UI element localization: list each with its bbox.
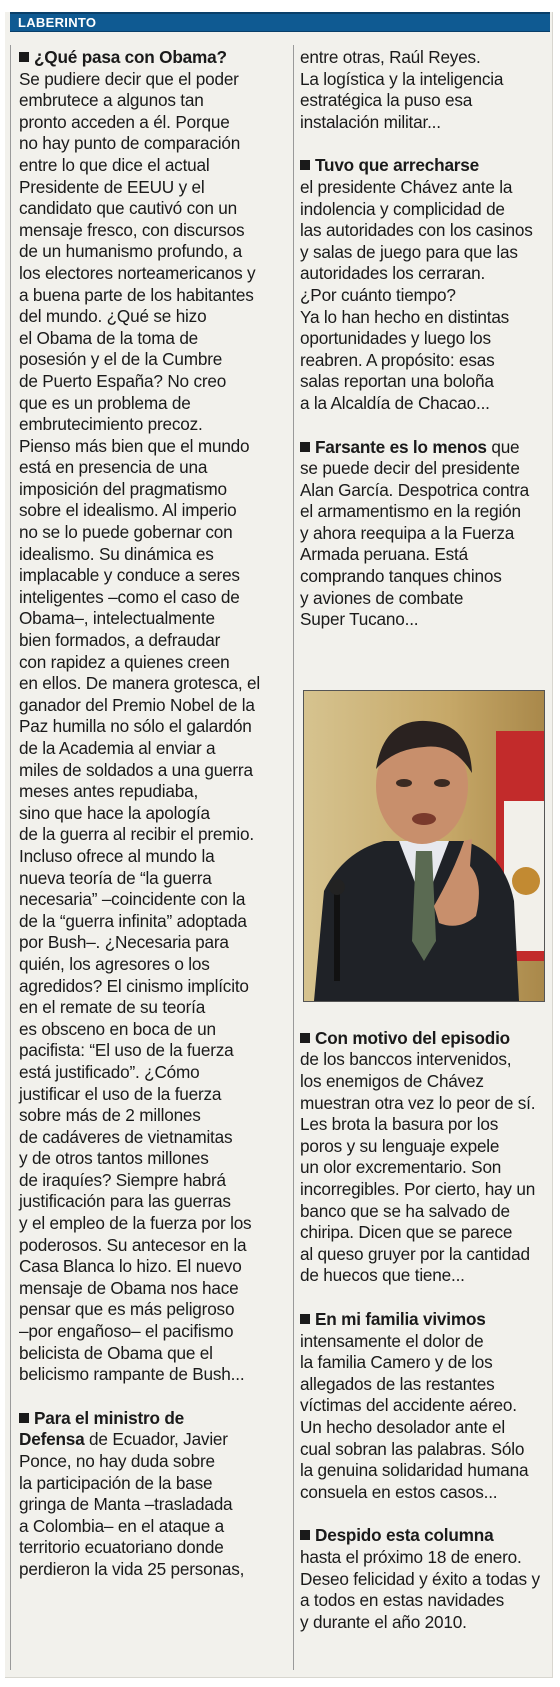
text-line: allegados de las restantes (300, 1373, 495, 1394)
text-line: entre lo que dice el actual (19, 154, 210, 175)
column-divider (293, 45, 294, 1670)
text-line: implacable y conduce a seres (19, 565, 240, 586)
text-line: pensar que es más peligroso (19, 1299, 235, 1320)
text-line: y el empleo de la fuerza por los (19, 1213, 252, 1234)
section-label: LABERINTO (18, 15, 97, 30)
text-line: con rapidez a quienes creen (19, 651, 230, 672)
text-line: Se pudiere decir que el poder (19, 68, 239, 89)
text-line: estratégica la puso esa (300, 90, 473, 111)
text-line: de iraquíes? Siempre habrá (19, 1169, 226, 1190)
text-line: al queso gruyer por la cantidad (300, 1243, 530, 1264)
text-line: incorregibles. Por cierto, hay un (300, 1179, 536, 1199)
text-line: está en presencia de una (19, 457, 208, 478)
text-line: entre otras, Raúl Reyes. (300, 47, 481, 67)
item-body (300, 177, 550, 415)
item-arrecharse (300, 155, 550, 414)
text-line: territorio ecuatoriano donde (19, 1537, 224, 1558)
item-lead: Farsante es lo menos (300, 437, 487, 457)
text-line: en el remate de su teoría (19, 997, 206, 1018)
text-line: de Puerto España? No creo (19, 370, 227, 391)
text-line: el armamentismo en la región (300, 501, 521, 522)
left-margin-rule (10, 45, 11, 1670)
text-line: el Obama de la toma de (19, 327, 199, 348)
text-line: las autoridades con los casinos (300, 220, 533, 241)
text-line: y de otros tantos millones (19, 1148, 209, 1169)
item-obama (19, 47, 287, 1386)
item-body (300, 1547, 550, 1633)
text-line: quién, los agresores o los (19, 953, 210, 974)
text-line: Ponce, no hay duda sobre (19, 1451, 215, 1471)
text-line: está justificado”. ¿Cómo (19, 1061, 200, 1082)
item-familia (300, 1309, 550, 1503)
text-line: Deseo felicidad y éxito a todas y (300, 1568, 540, 1589)
item-episodio (300, 1028, 550, 1287)
text-line: no hay punto de comparación (19, 133, 241, 154)
text-line: comprando tanques chinos (300, 566, 502, 587)
text-line: Pienso más bien que el mundo (19, 435, 250, 456)
item-despido (300, 1525, 550, 1633)
text-line: sobre el idealismo. Al imperio (19, 500, 237, 521)
text-line: Un hecho desolador ante el (300, 1416, 506, 1437)
item-lead-continuation: Defensa (19, 1429, 85, 1450)
text-line: y durante el año 2010. (300, 1611, 467, 1632)
text-line: por Bush–. ¿Necesaria para (19, 932, 229, 953)
text-line: inteligentes –como el caso de (19, 586, 240, 607)
text-line: Casa Blanca lo hizo. El nuevo (19, 1256, 242, 1277)
item-lead: Para el ministro de (19, 1408, 184, 1428)
item-lead-tail: que (486, 436, 520, 457)
section-header-bar (10, 12, 550, 32)
text-line: gringa de Manta –trasladada (19, 1494, 233, 1515)
item-lead: En mi familia vivimos (300, 1309, 486, 1329)
text-line: Incluso ofrece al mundo la (19, 845, 215, 866)
text-line: poderosos. Su antecesor en la (19, 1234, 247, 1255)
left-column (19, 47, 287, 1581)
text-line: de la Academia al enviar a (19, 738, 216, 758)
text-line: embrutecimiento precoz. (19, 414, 203, 435)
text-line: poros y su lenguaje expele (300, 1135, 500, 1156)
item-body (300, 47, 550, 133)
text-line: los enemigos de Chávez (300, 1071, 484, 1092)
text-line: no se lo puede gobernar con (19, 522, 233, 543)
text-line: autoridades los cerraran. (300, 263, 486, 284)
item-first-line: de Ecuador, Javier (84, 1429, 228, 1450)
text-line: cual sobran las palabras. Sólo (300, 1438, 525, 1459)
text-line: del mundo. ¿Qué se hizo (19, 306, 207, 327)
text-line: nueva teoría de “la guerra (19, 867, 212, 888)
text-line: los electores norteamericanos y (19, 262, 256, 283)
text-line: Armada peruana. Está (300, 544, 468, 565)
item-lead: ¿Qué pasa con Obama? (19, 47, 227, 67)
text-line: de huecos que tiene... (300, 1265, 465, 1286)
text-line: Presidente de EEUU y el (19, 176, 205, 197)
text-line: la genuina solidaridad humana (300, 1460, 529, 1481)
text-line: candidato que cautivó con un (19, 198, 238, 219)
text-line: salas reportan una boloña (300, 371, 494, 392)
text-line: la participación de la base (19, 1472, 213, 1493)
alan-garcia-photo (303, 690, 545, 1002)
text-line: de cadáveres de vietnamitas (19, 1126, 233, 1147)
item-body (19, 1451, 287, 1581)
item-body (300, 458, 550, 631)
text-line: La logística y la inteligencia (300, 68, 504, 89)
text-line: hasta el próximo 18 de enero. (300, 1546, 522, 1567)
text-line: víctimas del accidente aéreo. (300, 1395, 517, 1416)
text-line: justificación para las guerras (19, 1191, 231, 1212)
text-line: a buena parte de los habitantes (19, 284, 254, 305)
text-line: Les brota la basura por los (300, 1114, 499, 1135)
text-line: chiripa. Dicen que se parece (300, 1222, 513, 1243)
text-line: posesión y el de la Cumbre (19, 349, 223, 370)
text-line: Obama–, intelectualmente (19, 608, 215, 629)
text-line: belicista de Obama que el (19, 1342, 213, 1363)
text-line: ¿Por cuánto tiempo? (300, 284, 456, 305)
text-line: muestran otra vez lo peor de sí. (300, 1092, 536, 1113)
text-line: oportunidades y luego los (300, 328, 491, 349)
text-line: y aviones de combate (300, 587, 464, 608)
text-line: a Colombia– en el ataque a (19, 1515, 225, 1536)
text-line: –por engañoso– el pacifismo (19, 1321, 234, 1342)
text-line: es obsceno en boca de un (19, 1018, 216, 1039)
man-speaking-photo-icon (304, 691, 544, 1001)
text-line: agredidos? El cinismo implícito (19, 975, 249, 996)
text-line: a la Alcaldía de Chacao... (300, 392, 490, 413)
text-line: imposición del pragmatismo (19, 478, 227, 499)
item-body (19, 69, 287, 1386)
text-line: instalación militar... (300, 111, 441, 132)
text-line: pronto acceden a él. Porque (19, 111, 230, 132)
text-line: y ahora reequipa a la Fuerza (300, 522, 515, 543)
text-line: meses antes repudiaba, (19, 781, 199, 802)
item-continuation (300, 47, 550, 133)
item-farsante (300, 437, 550, 631)
item-lead: Con motivo del episodio (300, 1028, 510, 1048)
item-lead: Despido esta columna (300, 1525, 493, 1545)
text-line: un olor excrementario. Son (300, 1157, 502, 1178)
text-line: intensamente el dolor de (300, 1330, 484, 1351)
text-line: de un humanismo profundo, a (19, 241, 242, 262)
text-line: mensaje fresco, con discursos (19, 219, 245, 240)
text-line: miles de soldados a una guerra (19, 759, 253, 780)
text-line: de los banccos intervenidos, (300, 1049, 512, 1070)
text-line: mensaje de Obama nos hace (19, 1277, 239, 1298)
text-line: de la guerra al recibir el premio. (19, 824, 254, 845)
text-line: y salas de juego para que las (300, 241, 518, 262)
text-line: pacifista: “El uso de la fuerza (19, 1040, 234, 1061)
item-body (300, 1331, 550, 1504)
text-line: banco que se ha salvado de (300, 1200, 510, 1221)
text-line: reabren. A propósito: esas (300, 349, 495, 370)
text-line: justificar el uso de la fuerza (19, 1083, 222, 1104)
text-line: belicismo rampante de Bush... (19, 1364, 245, 1385)
text-line: ganador del Premio Nobel de la (19, 694, 255, 715)
text-line: Paz humilla no sólo el galardón (19, 716, 252, 737)
text-line: se puede decir del presidente (300, 458, 520, 479)
text-line: sino que hace la apología (19, 802, 210, 823)
text-line: embrutece a algunos tan (19, 90, 204, 111)
text-line: Super Tucano... (300, 609, 419, 630)
text-line: idealismo. Su dinámica es (19, 543, 214, 564)
item-lead: Tuvo que arrecharse (300, 155, 479, 175)
text-line: perdieron la vida 25 personas, (19, 1558, 245, 1579)
item-ministro-defensa (19, 1408, 287, 1581)
text-line: consuela en estos casos... (300, 1481, 498, 1502)
text-line: de la “guerra infinita” adoptada (19, 910, 247, 931)
text-line: bien formados, a defraudar (19, 630, 221, 651)
text-line: el presidente Chávez ante la (300, 176, 513, 197)
text-line: que es un problema de (19, 392, 191, 413)
text-line: indolencia y complicidad de (300, 198, 505, 219)
text-line: a todos en estas navidades (300, 1590, 505, 1611)
text-line: en ellos. De manera grotesca, el (19, 673, 261, 694)
text-line: necesaria” –coincidente con la (19, 889, 246, 910)
text-line: Alan García. Despotrica contra (300, 479, 530, 500)
item-body (300, 1049, 550, 1287)
text-line: sobre más de 2 millones (19, 1105, 201, 1126)
text-line: Ya lo han hecho en distintas (300, 306, 510, 327)
text-line: la familia Camero y de los (300, 1352, 493, 1373)
